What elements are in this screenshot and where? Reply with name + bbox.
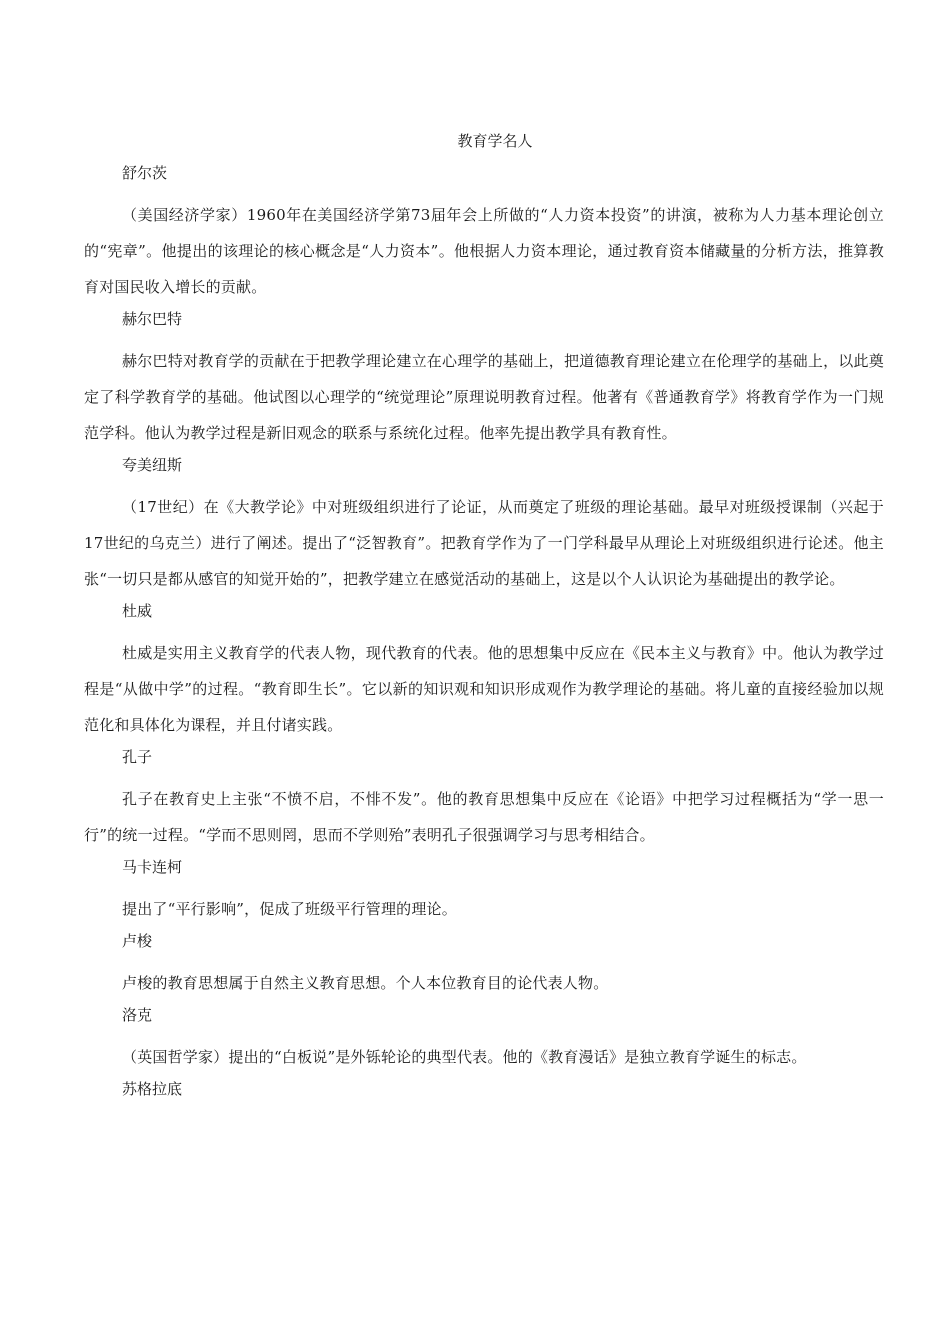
section-paragraph: （17世纪）在《大教学论》中对班级组织进行了论证，从而奠定了班级的理论基础。最早对班级授课制（兴起于17世纪的乌克兰）进行了阐述。提出了“泛智教育”。把教育学作为了一门学科最早从理论上对班级组织进行论述。他主张“一切只是都从感官的知觉开始的”，把教学建立在感觉活动的基础上，这是以个人认识论为基础提出的教学论。 [84, 498, 884, 588]
section-herbart [84, 307, 884, 451]
section-heading: 卢梭 [122, 932, 153, 950]
section-confucius [84, 745, 884, 853]
section-paragraph: （英国哲学家）提出的“白板说”是外铄轮论的典型代表。他的《教育漫话》是独立教育学诞生的标志。 [122, 1048, 807, 1066]
section-locke [84, 1003, 884, 1075]
section-paragraph: 杜威是实用主义教育学的代表人物，现代教育的代表。他的思想集中反应在《民本主义与教育》中。他认为教学过程是“从做中学”的过程。“教育即生长”。它以新的知识观和知识形成观作为教学理论的基础。将儿童的直接经验加以规范化和具体化为课程，并且付诸实践。 [84, 644, 884, 734]
document-content [84, 161, 884, 1115]
section-rousseau [84, 929, 884, 1001]
section-paragraph: 卢梭的教育思想属于自然主义教育思想。个人本位教育目的论代表人物。 [122, 974, 609, 992]
section-heading: 苏格拉底 [122, 1080, 183, 1098]
section-socrates [84, 1077, 884, 1113]
section-dewey [84, 599, 884, 743]
document-title: 教育学名人 [457, 132, 533, 150]
section-paragraph: 赫尔巴特对教育学的贡献在于把教学理论建立在心理学的基础上，把道德教育理论建立在伦理学的基础上，以此奠定了科学教育学的基础。他试图以心理学的“统觉理论”原理说明教育过程。他著有《普通教育学》将教育学作为一门规范学科。他认为教学过程是新旧观念的联系与系统化过程。他率先提出教学具有教育性。 [84, 352, 884, 442]
section-schultz [84, 161, 884, 305]
section-comenius [84, 453, 884, 597]
section-paragraph: 孔子在教育史上主张“不愤不启，不悱不发”。他的教育思想集中反应在《论语》中把学习过程概括为“学一思一行”的统一过程。“学而不思则罔，思而不学则殆”表明孔子很强调学习与思考相结合。 [84, 790, 884, 844]
section-paragraph: 提出了“平行影响”，促成了班级平行管理的理论。 [122, 900, 457, 918]
section-heading: 夸美纽斯 [122, 456, 183, 474]
section-heading: 马卡连柯 [122, 858, 183, 876]
section-heading: 舒尔茨 [122, 164, 168, 182]
section-paragraph: （美国经济学家）1960年在美国经济学第73届年会上所做的“人力资本投资”的讲演，被称为人力基本理论创立的“宪章”。他提出的该理论的核心概念是“人力资本”。他根据人力资本理论，通过教育资本储藏量的分析方法，推算教育对国民收入增长的贡献。 [84, 206, 884, 296]
section-heading: 赫尔巴特 [122, 310, 183, 328]
section-heading: 杜威 [122, 602, 153, 620]
section-heading: 孔子 [122, 748, 153, 766]
section-heading: 洛克 [122, 1006, 153, 1024]
section-makarenko [84, 855, 884, 927]
